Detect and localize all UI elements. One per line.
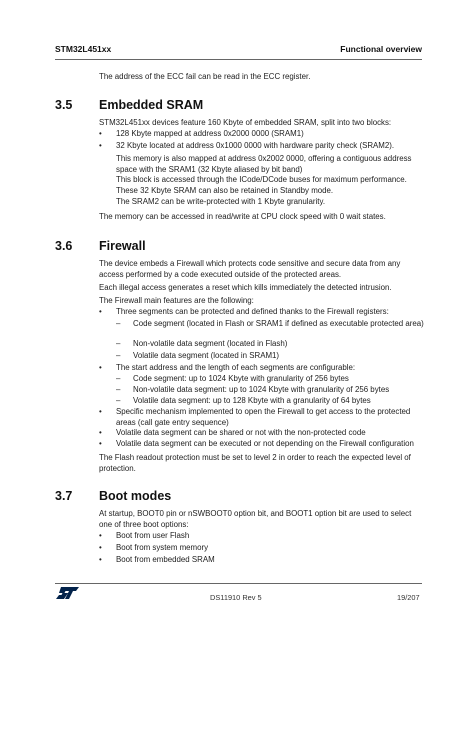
header-rule <box>55 59 422 60</box>
sub-item: Non-volatile data segment (located in Flash) <box>133 339 288 348</box>
bullet-item: Boot from embedded SRAM <box>116 555 215 564</box>
page-number: 19/207 <box>397 593 420 602</box>
dash-icon: – <box>116 385 121 394</box>
bullet-item: Three segments can be protected and defined thanks to the Firewall registers: <box>116 307 389 316</box>
bullet-icon: • <box>99 129 102 138</box>
intro-paragraph: The address of the ECC fail can be read in the ECC register. <box>99 72 311 81</box>
dash-icon: – <box>116 374 121 383</box>
page-header <box>55 44 422 58</box>
dash-icon: – <box>116 351 121 360</box>
paragraph: The memory can be accessed in read/write at CPU clock speed with 0 wait states. <box>99 212 386 221</box>
paragraph: The Flash readout protection must be set to level 2 in order to reach the expected level of protection. <box>99 453 411 473</box>
bullet-item: 128 Kbyte mapped at address 0x2000 0000 (SRAM1) <box>116 129 304 138</box>
document-id: DS11910 Rev 5 <box>210 593 262 602</box>
bullet-item: 32 Kbyte located at address 0x1000 0000 with hardware parity check (SRAM2). <box>116 141 395 150</box>
bullet-icon: • <box>99 439 102 448</box>
bullet-item: Boot from user Flash <box>116 531 190 540</box>
paragraph: The device embeds a Firewall which protects code sensitive and secure data from any access performed by a code executed outside of the protected areas. <box>99 259 401 279</box>
st-logo-icon <box>56 586 80 600</box>
paragraph: At startup, BOOT0 pin or nSWBOOT0 option bit, and BOOT1 option bit are used to select one of three boot options: <box>99 509 412 529</box>
section-title: Firewall <box>99 239 146 253</box>
paragraph: STM32L451xx devices feature 160 Kbyte of embedded SRAM, split into two blocks: <box>99 118 392 127</box>
sub-item: Non-volatile data segment: up to 1024 Kbyte with granularity of 256 bytes <box>133 385 390 394</box>
dash-icon: – <box>116 339 121 348</box>
bullet-icon: • <box>99 307 102 316</box>
section-number: 3.7 <box>55 489 73 503</box>
section-number: 3.5 <box>55 98 73 112</box>
bullet-icon: • <box>99 407 102 416</box>
dash-icon: – <box>116 319 121 328</box>
sub-item: Code segment: up to 1024 Kbyte with granularity of 256 bytes <box>133 374 349 383</box>
bullet-icon: • <box>99 363 102 372</box>
dash-icon: – <box>116 396 121 405</box>
paragraph: The Firewall main features are the following: <box>99 296 254 305</box>
bullet-subparagraph: This memory is also mapped at address 0x2002 0000, offering a contiguous address space with the SRAM1 (32 Kbyte aliased by bit band) <box>116 154 412 174</box>
sub-item: Code segment (located in Flash or SRAM1 if defined as executable protected area) <box>133 319 424 328</box>
bullet-item: Boot from system memory <box>116 543 209 552</box>
chapter-title: Functional overview <box>340 44 422 54</box>
sub-item: Volatile data segment: up to 128 Kbyte with a granularity of 64 bytes <box>133 396 371 405</box>
document-title: STM32L451xx <box>55 44 112 54</box>
bullet-subparagraph: The SRAM2 can be write-protected with 1 Kbyte granularity. <box>116 197 326 206</box>
section-title: Embedded SRAM <box>99 98 204 112</box>
bullet-item: Specific mechanism implemented to open the Firewall to get access to the protected areas (call gate entry sequence) <box>116 407 411 427</box>
paragraph: Each illegal access generates a reset which kills immediately the detected intrusion. <box>99 283 392 292</box>
sub-item: Volatile data segment (located in SRAM1) <box>133 351 280 360</box>
bullet-icon: • <box>99 428 102 437</box>
bullet-icon: • <box>99 555 102 564</box>
section-title: Boot modes <box>99 489 172 503</box>
bullet-icon: • <box>99 141 102 150</box>
bullet-subparagraph: This block is accessed through the ICode/DCode buses for maximum performance. These 32 Kbyte SRAM can also be retained in Standby mode. <box>116 175 407 195</box>
bullet-item: Volatile data segment can be executed or not depending on the Firewall configuration <box>116 439 414 448</box>
footer-rule <box>55 583 422 584</box>
bullet-item: Volatile data segment can be shared or not with the non-protected code <box>116 428 366 437</box>
section-number: 3.6 <box>55 239 73 253</box>
bullet-icon: • <box>99 543 102 552</box>
bullet-icon: • <box>99 531 102 540</box>
bullet-item: The start address and the length of each segments are configurable: <box>116 363 356 372</box>
